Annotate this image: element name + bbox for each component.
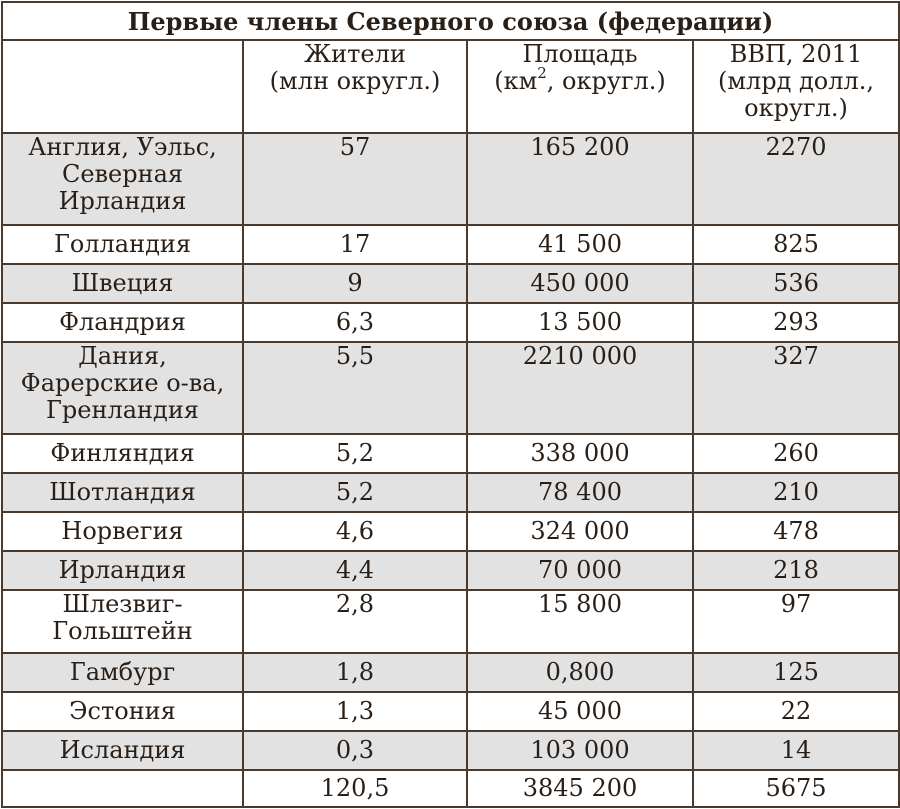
table-row <box>2 225 899 264</box>
area-cell: 450 000 <box>467 264 693 303</box>
country-cell <box>2 692 243 731</box>
country-cell <box>2 303 243 342</box>
country-name-line: Северная <box>61 160 184 188</box>
header-gdp <box>693 40 899 133</box>
country-cell <box>2 653 243 692</box>
population-cell: 4,4 <box>243 551 467 590</box>
header-gdp-line1: ВВП, 2011 <box>729 40 863 68</box>
population-cell: 17 <box>243 225 467 264</box>
header-country <box>2 40 243 133</box>
gdp-cell: 260 <box>693 434 899 473</box>
table-row <box>2 653 899 692</box>
table-row <box>2 303 899 342</box>
header-row <box>2 40 899 133</box>
table-row <box>2 264 899 303</box>
gdp-cell: 478 <box>693 512 899 551</box>
header-area-superscript: 2 <box>537 64 547 82</box>
gdp-cell: 293 <box>693 303 899 342</box>
country-name-line: Голландия <box>53 230 192 258</box>
header-population-line2: (млн округл.) <box>269 67 441 95</box>
population-cell: 2,8 <box>243 590 467 653</box>
population-cell: 5,2 <box>243 473 467 512</box>
area-cell: 0,800 <box>467 653 693 692</box>
header-gdp-line2: (млрд долл., <box>717 67 875 95</box>
table-row <box>2 434 899 473</box>
area-cell: 41 500 <box>467 225 693 264</box>
area-cell: 165 200 <box>467 133 693 225</box>
header-gdp-line3: округл.) <box>744 94 848 122</box>
total-gdp-cell: 5675 <box>693 770 899 807</box>
country-cell <box>2 225 243 264</box>
table-row <box>2 692 899 731</box>
table-row <box>2 551 899 590</box>
header-area-suffix: , округл.) <box>546 67 666 95</box>
members-table-body <box>2 2 899 807</box>
table-row <box>2 473 899 512</box>
gdp-cell: 536 <box>693 264 899 303</box>
table-title: Первые члены Северного союза (федерации) <box>2 2 899 40</box>
country-cell <box>2 264 243 303</box>
country-name-line: Фарерские о-ва, <box>20 369 225 397</box>
country-name-line: Гамбург <box>69 658 176 686</box>
area-cell: 15 800 <box>467 590 693 653</box>
country-name-line: Гольштейн <box>52 617 193 645</box>
gdp-cell: 125 <box>693 653 899 692</box>
header-population <box>243 40 467 133</box>
gdp-cell: 97 <box>693 590 899 653</box>
header-population-line1: Жители <box>304 40 406 68</box>
population-cell: 6,3 <box>243 303 467 342</box>
population-cell: 4,6 <box>243 512 467 551</box>
total-area-cell: 3845 200 <box>467 770 693 807</box>
table-row <box>2 731 899 770</box>
country-name-line: Норвегия <box>61 517 184 545</box>
country-name-line: Швеция <box>71 269 174 297</box>
country-name-line: Финляндия <box>50 439 195 467</box>
table-row <box>2 133 899 225</box>
members-table <box>1 1 900 808</box>
area-cell: 13 500 <box>467 303 693 342</box>
country-name-line: Эстония <box>69 697 176 725</box>
population-cell: 1,8 <box>243 653 467 692</box>
country-name-line: Ирландия <box>58 556 187 584</box>
country-cell <box>2 551 243 590</box>
area-cell: 70 000 <box>467 551 693 590</box>
gdp-cell: 22 <box>693 692 899 731</box>
totals-label-cell <box>2 770 243 807</box>
header-area-line2 <box>472 64 688 95</box>
country-name-line: Ирландия <box>58 187 187 215</box>
header-area-unit: (км <box>494 67 538 95</box>
country-cell <box>2 473 243 512</box>
population-cell: 9 <box>243 264 467 303</box>
country-name-line: Шлезвиг- <box>62 590 183 618</box>
population-cell: 5,5 <box>243 342 467 434</box>
gdp-cell: 210 <box>693 473 899 512</box>
country-name-line: Гренландия <box>46 396 199 424</box>
gdp-cell: 2270 <box>693 133 899 225</box>
area-cell: 78 400 <box>467 473 693 512</box>
table-row <box>2 512 899 551</box>
country-name-line: Исландия <box>59 736 186 764</box>
area-cell: 45 000 <box>467 692 693 731</box>
total-population-cell: 120,5 <box>243 770 467 807</box>
country-cell <box>2 731 243 770</box>
area-cell: 2210 000 <box>467 342 693 434</box>
country-name-line: Фландрия <box>59 308 186 336</box>
population-cell: 1,3 <box>243 692 467 731</box>
gdp-cell: 327 <box>693 342 899 434</box>
country-cell <box>2 512 243 551</box>
area-cell: 338 000 <box>467 434 693 473</box>
country-cell <box>2 590 243 653</box>
population-cell: 0,3 <box>243 731 467 770</box>
header-area <box>467 40 693 133</box>
country-name-line: Англия, Уэльс, <box>28 133 217 161</box>
country-cell <box>2 434 243 473</box>
gdp-cell: 825 <box>693 225 899 264</box>
gdp-cell: 218 <box>693 551 899 590</box>
title-row <box>2 2 899 40</box>
population-cell: 57 <box>243 133 467 225</box>
table-row <box>2 590 899 653</box>
header-area-line1: Площадь <box>522 40 638 68</box>
country-cell <box>2 342 243 434</box>
gdp-cell: 14 <box>693 731 899 770</box>
area-cell: 103 000 <box>467 731 693 770</box>
population-cell: 5,2 <box>243 434 467 473</box>
area-cell: 324 000 <box>467 512 693 551</box>
country-name-line: Дания, <box>78 342 167 370</box>
country-cell <box>2 133 243 225</box>
totals-row <box>2 770 899 807</box>
country-name-line: Шотландия <box>49 478 196 506</box>
table-row <box>2 342 899 434</box>
